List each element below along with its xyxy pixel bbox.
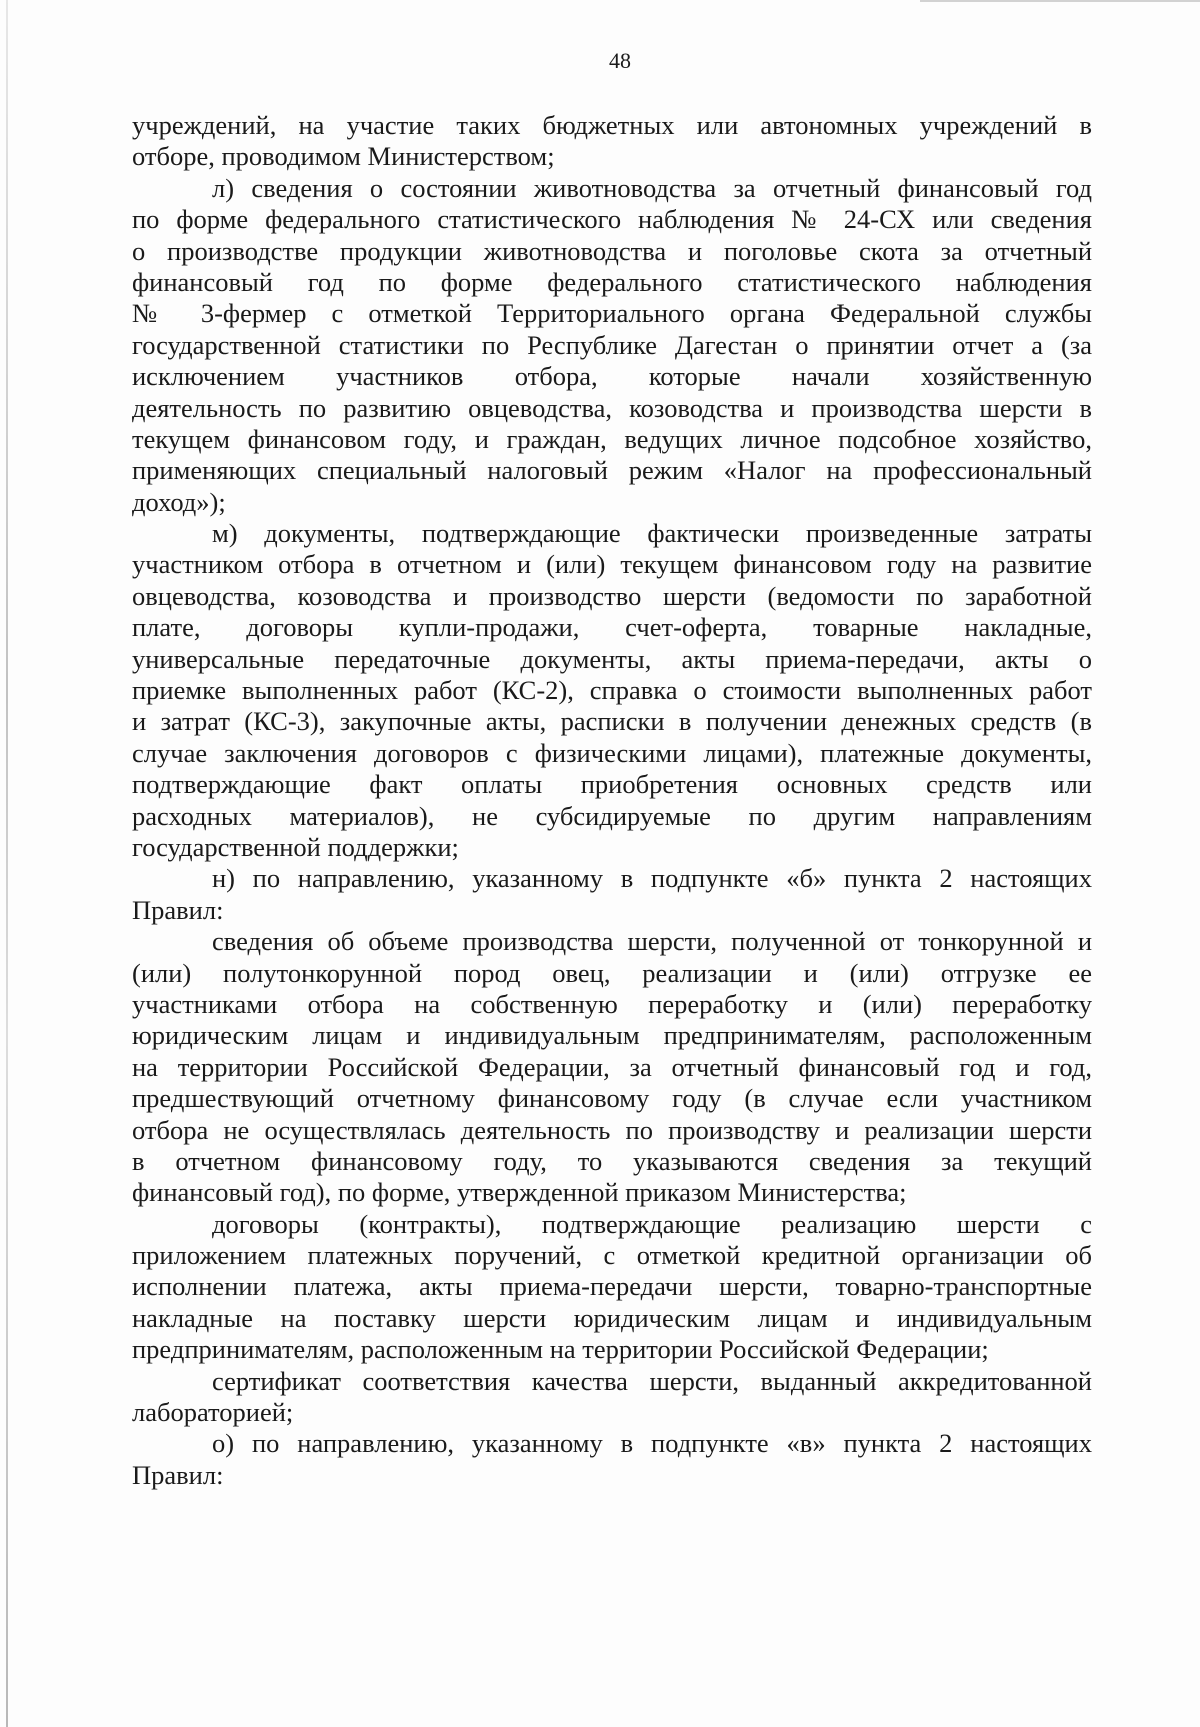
text-line: л) сведения о состоянии животноводства за отчетный финансовый год [212, 172, 1092, 203]
text-line: участником отбора в отчетном и (или) текущем финансовом году на развитие [132, 549, 1092, 580]
text-line: о производстве продукции животноводства и поголовье скота за отчетный [132, 235, 1092, 266]
text-line: лабораторией; [132, 1397, 294, 1428]
text-line: предпринимателям, расположенным на территории Российской Федерации; [132, 1334, 989, 1365]
text-line: финансовый год), по форме, утвержденной приказом Министерства; [132, 1177, 907, 1208]
text-line: в отчетном финансовому году, то указываются сведения за текущий [132, 1145, 1092, 1176]
text-line: универсальные передаточные документы, акты приема-передачи, акты о [132, 643, 1092, 674]
text-line: приложением платежных поручений, с отметкой кредитной организации об [132, 1240, 1092, 1271]
para-l [132, 173, 1092, 518]
text-line: (или) полутонкорунной пород овец, реализации и (или) отгрузке ее [132, 957, 1092, 988]
text-line: отборе, проводимом Министерством; [132, 141, 555, 172]
text-line: Правил: [132, 894, 224, 925]
text-line: н) по направлению, указанному в подпункте «б» пункта 2 настоящих [212, 863, 1092, 894]
text-line: накладные на поставку шерсти юридическим лицам и индивидуальным [132, 1302, 1092, 1333]
para-m [132, 518, 1092, 863]
text-line: сведения об объеме производства шерсти, полученной от тонкорунной и [212, 926, 1092, 957]
text-line: сертификат соответствия качества шерсти, выданный аккредитованной [212, 1365, 1092, 1396]
text-line: расходных материалов), не субсидируемые по другим направлениям [132, 800, 1092, 831]
text-line: финансовый год по форме федерального статистического наблюдения [132, 266, 1092, 297]
text-line: о) по направлению, указанному в подпункте «в» пункта 2 настоящих [212, 1428, 1092, 1459]
text-line: и затрат (КС-3), закупочные акты, расписки в получении денежных средств (в [132, 706, 1092, 737]
text-line: подтверждающие факт оплаты приобретения основных средств или [132, 769, 1092, 800]
text-line: применяющих специальный налоговый режим «Налог на профессиональный [132, 455, 1092, 486]
text-line: договоры (контракты), подтверждающие реализацию шерсти с [212, 1208, 1092, 1239]
para-n-contracts [132, 1209, 1092, 1366]
text-line: государственной поддержки; [132, 831, 459, 862]
text-line: по форме федерального статистического наблюдения № 24-СХ или сведения [132, 204, 1092, 235]
body-text [132, 110, 1092, 1491]
page-number: 48 [609, 48, 631, 73]
text-line: приемке выполненных работ (КС-2), справка о стоимости выполненных работ [132, 675, 1092, 706]
scan-edge-top [920, 0, 1200, 2]
text-line: Правил: [132, 1459, 224, 1490]
para-n [132, 863, 1092, 926]
text-line: на территории Российской Федерации, за отчетный финансовый год и год, [132, 1051, 1092, 1082]
text-line: м) документы, подтверждающие фактически произведенные затраты [212, 518, 1092, 549]
text-line: доход»); [132, 486, 226, 517]
text-line: исполнении платежа, акты приема-передачи шерсти, товарно-транспортные [132, 1271, 1092, 1302]
text-line: плате, договоры купли-продажи, счет-оферта, товарные накладные, [132, 612, 1092, 643]
text-line: случае заключения договоров с физическими лицами), платежные документы, [132, 737, 1092, 768]
text-line: деятельность по развитию овцеводства, козоводства и производства шерсти в [132, 392, 1092, 423]
para-n-wool-info [132, 926, 1092, 1209]
para-o [132, 1428, 1092, 1491]
text-line: участниками отбора на собственную переработку и (или) переработку [132, 988, 1092, 1019]
para-n-certificate [132, 1366, 1092, 1429]
text-line: государственной статистики по Республике Дагестан о принятии отчет а (за [132, 329, 1092, 360]
text-line: № 3-фермер с отметкой Территориального органа Федеральной службы [132, 298, 1092, 329]
text-line: юридическим лицам и индивидуальным предпринимателям, расположенным [132, 1020, 1092, 1051]
text-line: предшествующий отчетному финансовому году (в случае если участником [132, 1083, 1092, 1114]
scan-edge-left [6, 0, 8, 1727]
text-line: исключением участников отбора, которые начали хозяйственную [132, 361, 1092, 392]
para-continuation [132, 110, 1092, 173]
text-line: учреждений, на участие таких бюджетных или автономных учреждений в [132, 110, 1092, 140]
text-line: овцеводства, козоводства и производство шерсти (ведомости по заработной [132, 580, 1092, 611]
text-line: отбора не осуществлялась деятельность по производству и реализации шерсти [132, 1114, 1092, 1145]
text-line: текущем финансовом году, и граждан, ведущих личное подсобное хозяйство, [132, 423, 1092, 454]
